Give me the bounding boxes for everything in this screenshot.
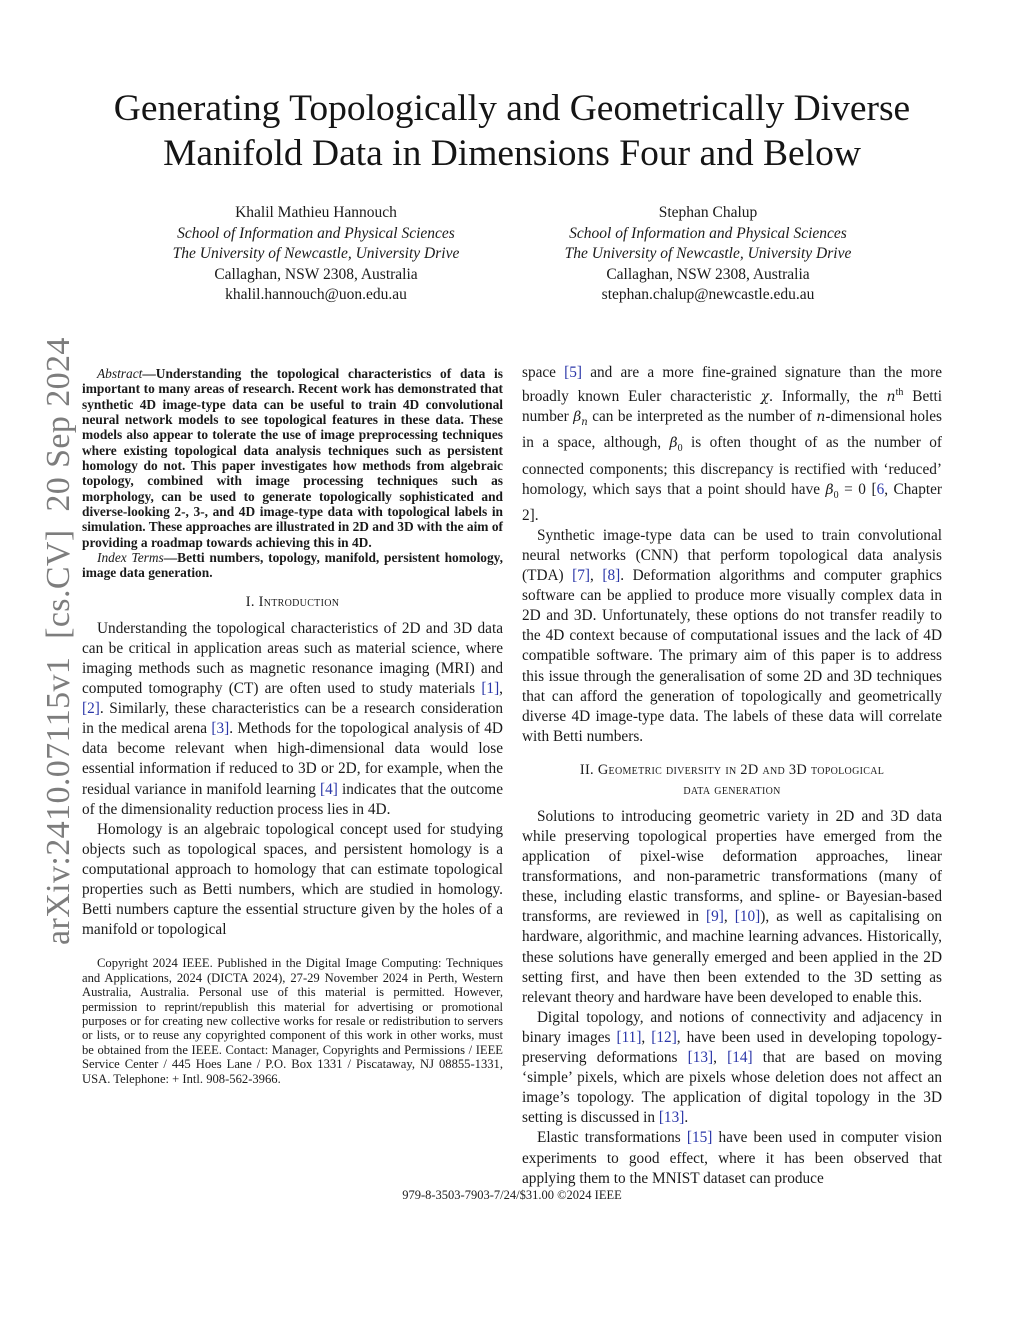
author-university: The University of Newcastle, University Drive [564,245,852,263]
text: [ [865,480,877,498]
citation-link[interactable]: [14] [727,1049,753,1067]
text: can be interpreted as the number of [587,408,817,426]
index-terms-label: Index Terms [97,550,164,566]
section-heading-intro [82,593,503,612]
page-footer: 979-8-3503-7903-7/24/$31.00 ©2024 IEEE [402,1188,622,1202]
math-subscript: 0 [677,443,683,455]
citation-link[interactable]: [12] [651,1028,677,1046]
text: -dimensional holes in a space, although, [522,408,942,452]
section-number: I. [245,593,255,610]
arxiv-stamp: arXiv:2410.07115v1 [cs.CV] 20 Sep 2024 [40,337,77,945]
citation-link[interactable]: [10] [734,908,761,926]
math-n: n [816,409,826,426]
text: , [590,567,603,585]
text: Synthetic image-type data can be used to train convolutional neural networks (CNN) that perform topological data analysis (TDA) [522,526,942,585]
index-terms-text: —Betti numbers, topology, manifold, persistent homology, image data generation. [82,550,503,581]
section-heading-2 [522,760,942,800]
math-chi: χ [760,389,770,406]
text: , [713,1049,728,1067]
text: indicates that the outcome of the dimensionality reduction process lies in 4D. [82,780,503,818]
author-name: Stephan Chalup [658,204,758,221]
text: Betti number [522,388,942,426]
paragraph [522,363,942,526]
text: ), as well as capitalising on hardware, algorithmic, and machine learning advances. Historically, these solutions have generally emerged and been applied in the 2D setting first, and have then been extended to the 3D setting as relevant theory and hardware have been developed to enable this. [522,908,942,1006]
citation-link[interactable]: [1] [481,680,500,698]
text: , have been used in developing topology-preserving deformations [522,1028,943,1067]
text: Digital topology, and notions of connectivity and adjacency in binary images [522,1008,942,1046]
math-beta: β [669,435,678,452]
paragraph [82,619,503,820]
left-column [82,366,503,1086]
text: Solutions to introducing geometric variety in 2D and 3D data while preserving topological properties have emerged from the application of pixel-wise deformation approaches, linear transformations, and non-parametric transformations (many of these, including elastic transforms, and spline- or Bayesian-based transforms, are reviewed in [522,807,942,926]
author-name: Khalil Mathieu Hannouch [235,204,397,221]
text: . Deformation algorithms and computer graphics software can be applied to produce more visually complex data in 2D and 3D. Unfortunately, these options do not transfer readily to the 4D context because of computational issues and the lack of 4D compatible software. The primary aim of this paper is to address this issue through the generalisation of some 2D and 3D techniques that can afford the generation of topologically and geometrically diverse 4D image-type data. The labels of these data will correlate with Betti numbers. [522,567,943,745]
math-superscript: th [895,387,904,399]
citation-link[interactable]: 6 [876,480,885,498]
right-column [522,363,942,1189]
citation-link[interactable]: [9] [706,908,724,926]
author-location: Callaghan, NSW 2308, Australia [214,265,418,283]
citation-link[interactable]: [8] [602,567,621,585]
citation-link[interactable]: [7] [572,567,591,585]
author-school: School of Information and Physical Sciences [569,224,847,242]
math-equals-zero: = 0 [844,480,866,498]
text: . Similarly, these characteristics can be a research consideration in the medical arena [82,700,503,738]
author-1 [116,203,516,306]
paragraph [522,807,942,1008]
math-subscript: n [581,417,588,429]
abstract-label: Abstract [97,366,143,381]
author-university: The University of Newcastle, University Drive [172,245,460,263]
text: . [684,1109,689,1127]
text: . Methods for the topological analysis of 4D data become relevant when high-dimensional data would lose essential information if reduced to 3D or 2D, for example, when the residual variance in manifold learning [82,720,503,798]
text: , [499,680,503,698]
abstract-text: —Understanding the topological characteristics of data is important to many areas of research. Recent work has demonstrated that synthetic 4D image-type data can be useful to train 4D convolutional neural network models to see topological features in these data. These models also appear to tolerate the use of image preprocessing techniques where existing topological data analysis techniques such as persistent homology do not. This paper investigates how methods from algebraic topology, combined with image processing techniques such as morphology, can be used to generate topologically sophisticated and diverse-looking 2-, 3-, and 4D image-type data with topological labels in simulation. These approaches are illustrated in 2D and 3D with the aim of providing a roadmap towards achieving this in 4D. [82,366,503,550]
citation-link[interactable]: [15] [686,1129,713,1147]
paragraph [522,1008,942,1129]
citation-link[interactable]: [5] [564,364,583,381]
paper-title: Generating Topologically and Geometrically Diverse Manifold Data in Dimensions Four and Below [113,88,911,174]
author-2 [508,203,908,306]
text: , [641,1028,652,1046]
paragraph: Homology is an algebraic topological concept used for studying objects such as topological spaces, and persistent homology is a computational approach to homology that can estimate topological properties such as Betti numbers, which are studied in homology. Betti numbers capture the essential structure given by the holes of a manifold or topological [82,820,503,939]
math-beta: β [573,409,582,426]
citation-link[interactable]: [4] [320,780,338,798]
text: , Chapter 2]. [522,480,942,524]
section-title: Geometric diversity in 2D and 3D topological [597,761,885,778]
paragraph [522,526,942,747]
author-location: Callaghan, NSW 2308, Australia [606,265,810,283]
index-terms [82,550,503,581]
math-subscript: 0 [833,489,839,501]
author-email[interactable]: stephan.chalup@newcastle.edu.au [601,286,815,304]
text: and are a more fine-grained signature than the more broadly known Euler characteristic [522,364,943,406]
copyright-notice: Copyright 2024 IEEE. Published in the Digital Image Computing: Techniques and Applications, 2024 (DICTA 2024), 27-29 November 2024 in Perth, Western Australia, Australia. Personal use of this material is permitted. However, permission to reprint/republish this material for advertising or promotional purposes or for creating new collective works for resale or redistribution to servers or lists, or to reuse any copyrighted component of this work in other works, must be obtained from the IEEE. Contact: Manager, Copyrights and Permissions / IEEE Service Center / 445 Hoes Lane / P.O. Box 1331 / Piscataway, NJ 08855-1331, USA. Telephone: + Intl. 908-562-3966. [82,956,503,1086]
section-title: Introduction [258,593,340,610]
text: . Informally, the [769,388,887,406]
section-number: II. [579,761,594,778]
math-beta: β [825,481,834,498]
citation-link[interactable]: [11] [616,1028,642,1046]
citation-link[interactable]: [3] [211,720,230,738]
text: , [723,908,735,926]
math-n: n [886,389,896,406]
text: is often thought of as the number of connected components; this discrepancy is rectified with ‘reduced’ homology, which says that a point should have [522,434,942,498]
text: Elastic transformations [537,1129,687,1147]
citation-link[interactable]: [2] [82,700,100,718]
text: Understanding the topological characteristics of 2D and 3D data can be critical in application areas such as material science, where imaging methods such as magnetic resonance imaging (MRI) and computed tomography (CT) are often used to study materials [82,619,503,698]
author-school: School of Information and Physical Sciences [177,224,455,242]
text: space [522,364,565,381]
paragraph [522,1128,942,1188]
citation-link[interactable]: [13] [687,1049,714,1067]
section-title-cont: data generation [683,781,781,798]
text: that are based on moving ‘simple’ pixels, which are pixels whose deletion does not affect an image’s topology. The application of digital topology in the 3D setting is discussed in [522,1049,942,1127]
citation-link[interactable]: [13] [658,1109,685,1127]
abstract [82,366,503,550]
author-email[interactable]: khalil.hannouch@uon.edu.au [225,286,407,304]
text: have been used in computer vision experiments to good effect, where it has been observed that applying them to the MNIST dataset can produce [522,1129,942,1187]
